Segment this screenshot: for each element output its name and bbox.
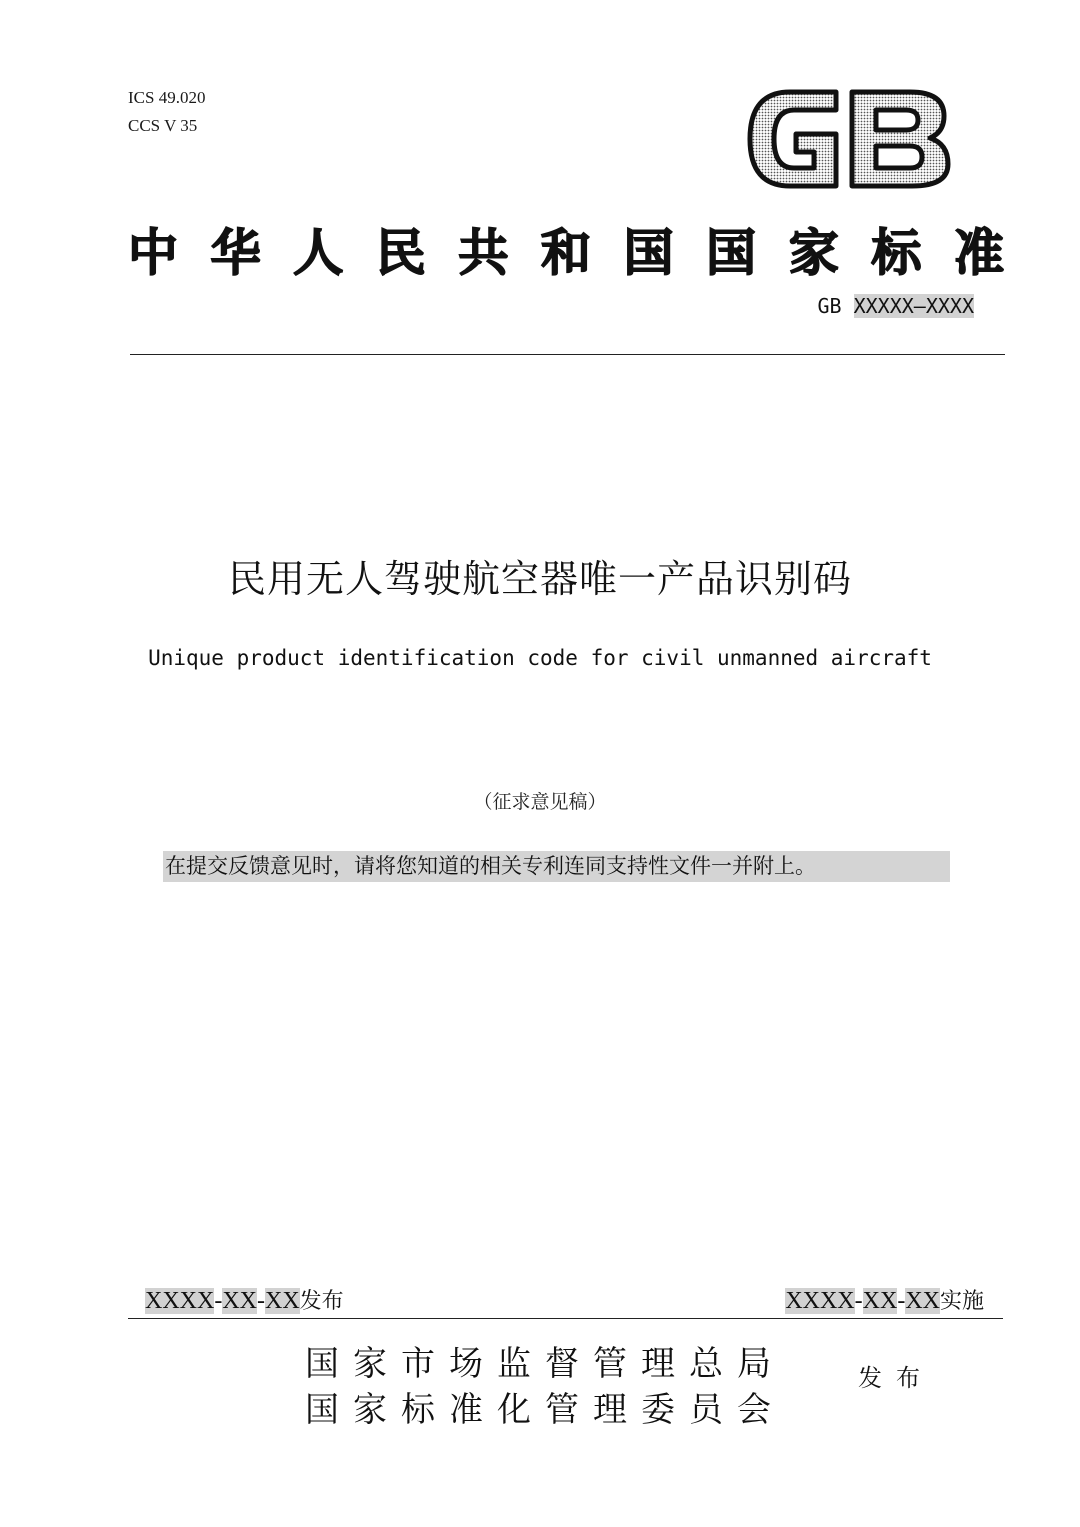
title-char: 家 [788, 224, 839, 282]
title-char: 和 [540, 224, 591, 282]
issue-label: 发布 [299, 1289, 344, 1314]
issue-year: XXXX [145, 1288, 215, 1314]
gb-logo-icon [740, 84, 956, 194]
impl-year: XXXX [785, 1288, 855, 1314]
title-char: 共 [458, 224, 509, 282]
header-divider [130, 354, 1005, 355]
national-standard-title [128, 214, 1004, 284]
ccs-code: CCS V 35 [128, 116, 198, 135]
publisher-samr: 国家市场监督管理总局 [305, 1344, 785, 1384]
ics-code: ICS 49.020 [128, 88, 206, 107]
document-title-en: Unique product identification code for civil unmanned aircraft [148, 646, 932, 670]
draft-label: （征求意见稿） [473, 791, 607, 813]
title-char: 标 [871, 224, 922, 282]
classification-codes [128, 84, 205, 140]
title-char: 国 [706, 224, 757, 282]
standard-number [817, 294, 974, 318]
impl-label: 实施 [939, 1289, 984, 1314]
implementation-date: XXXX-XX-XX实施 [785, 1288, 984, 1314]
title-char: 华 [210, 224, 261, 282]
publish-label: 发布 [858, 1364, 934, 1392]
issue-day: XX [265, 1288, 300, 1314]
issue-month: XX [222, 1288, 257, 1314]
title-char: 中 [128, 224, 178, 282]
document-title-cn: 民用无人驾驶航空器唯一产品识别码 [227, 557, 852, 601]
footer-divider [128, 1318, 1003, 1319]
impl-month: XX [862, 1288, 898, 1314]
standard-prefix: GB [817, 294, 854, 318]
publisher-sac: 国家标准化管理委员会 [305, 1390, 785, 1430]
title-char: 民 [375, 224, 426, 282]
issue-date: XXXX-XX-XX发布 [145, 1288, 344, 1314]
impl-day: XX [905, 1288, 940, 1314]
patent-notice: 在提交反馈意见时，请将您知道的相关专利连同支持性文件一并附上。 [163, 851, 950, 882]
title-char: 国 [623, 224, 674, 282]
title-char: 准 [953, 224, 1004, 282]
standard-number-value: XXXXX—XXXX [853, 294, 974, 318]
title-char: 人 [293, 224, 344, 282]
